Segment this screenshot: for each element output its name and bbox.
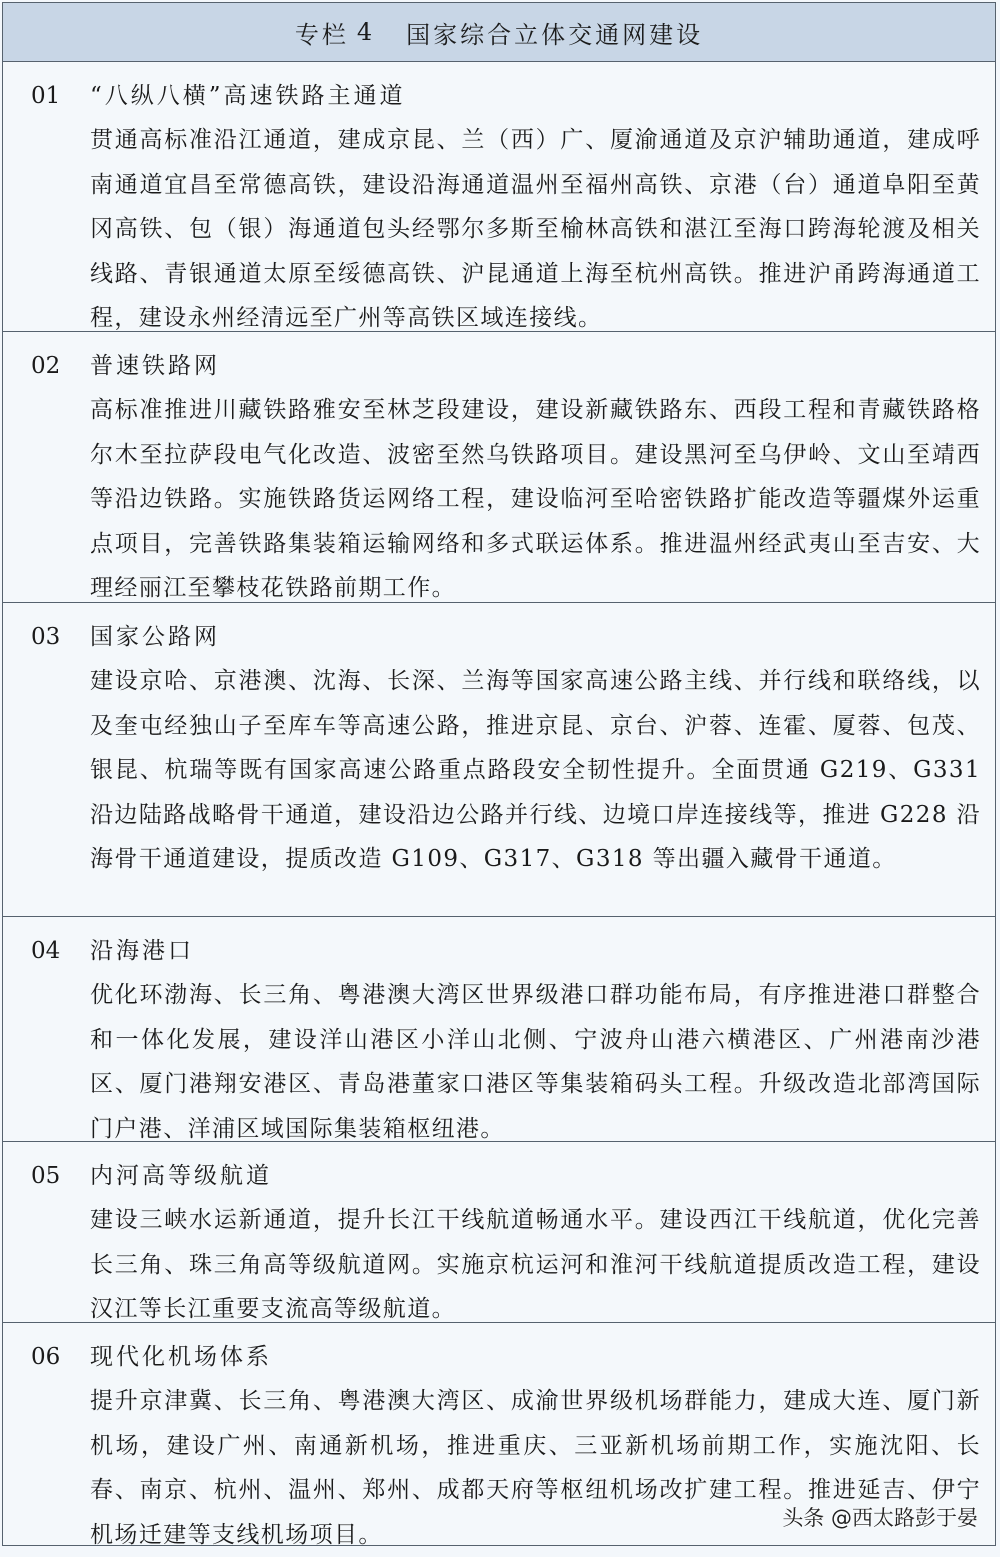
section-number: 01 (31, 83, 61, 109)
section-body: 建设京哈、京港澳、沈海、长深、兰海等国家高速公路主线、并行线和联络线，以及奎屯经独山子至库车等高速公路，推进京昆、京台、沪蓉、连霍、厦蓉、包茂、银昆、杭瑞等既有国家高速公路重点路段安全韧性提升。全面贯通 G219、G331 沿边陆路战略骨干通道，建设沿边公路并行线、边境口岸连接线等，推进 G228 沿海骨干通道建设，提质改造 G109、G317、G318 等出疆入藏骨干通道。 (90, 668, 981, 872)
section-number: 03 (31, 624, 61, 650)
section-number: 06 (31, 1344, 61, 1370)
column-number: 4 (356, 18, 373, 46)
column-label: 专栏 (294, 20, 349, 49)
section-title: 沿海港口 (90, 938, 194, 964)
column-title: 国家综合立体交通网建设 (406, 20, 704, 49)
section-03 (3, 603, 995, 917)
section-04 (3, 917, 995, 1142)
section-body: 贯通高标准沿江通道，建成京昆、兰（西）广、厦渝通道及京沪辅助通道，建成呼南通道宜昌至常德高铁，建设沿海通道温州至福州高铁、京港（台）通道阜阳至黄冈高铁、包（银）海通道包头经鄂尔多斯至榆林高铁和湛江至海口跨海轮渡及相关线路、青银通道太原至绥德高铁、沪昆通道上海至杭州高铁。推进沪甬跨海通道工程，建设永州经清远至广州等高铁区域连接线。 (90, 127, 981, 331)
section-title: 现代化机场体系 (90, 1344, 272, 1370)
watermark: 头条 @西太路彭于晏 (782, 1506, 978, 1530)
policy-column-box (2, 2, 996, 1546)
section-title: “八纵八横”高速铁路主通道 (90, 83, 406, 109)
section-body: 提升京津冀、长三角、粤港澳大湾区、成渝世界级机场群能力，建成大连、厦门新机场，建设广州、南通新机场，推进重庆、三亚新机场前期工作，实施沈阳、长春、南京、杭州、温州、郑州、成都天府等枢纽机场改扩建工程。推进延吉、伊宁机场迁建等支线机场项目。 (90, 1388, 981, 1548)
section-number: 05 (31, 1163, 61, 1189)
section-title: 普速铁路网 (90, 353, 220, 379)
section-05 (3, 1142, 995, 1323)
section-number: 04 (31, 938, 61, 964)
section-body: 高标准推进川藏铁路雅安至林芝段建设，建设新藏铁路东、西段工程和青藏铁路格尔木至拉萨段电气化改造、波密至然乌铁路项目。建设黑河至乌伊岭、文山至靖西等沿边铁路。实施铁路货运网络工程，建设临河至哈密铁路扩能改造等疆煤外运重点项目，完善铁路集装箱运输网络和多式联运体系。推进温州经武夷山至吉安、大理经丽江至攀枝花铁路前期工作。 (90, 397, 981, 601)
section-number: 02 (31, 353, 61, 379)
section-body: 建设三峡水运新通道，提升长江干线航道畅通水平。建设西江干线航道，优化完善长三角、珠三角高等级航道网。实施京杭运河和淮河干线航道提质改造工程，建设汉江等长江重要支流高等级航道。 (90, 1207, 981, 1322)
section-01 (3, 62, 995, 332)
section-title: 国家公路网 (90, 624, 220, 650)
column-header (3, 3, 995, 62)
section-body: 优化环渤海、长三角、粤港澳大湾区世界级港口群功能布局，有序推进港口群整合和一体化发展，建设洋山港区小洋山北侧、宁波舟山港六横港区、广州港南沙港区、厦门港翔安港区、青岛港董家口港区等集装箱码头工程。升级改造北部湾国际门户港、洋浦区域国际集装箱枢纽港。 (90, 982, 981, 1142)
section-title: 内河高等级航道 (90, 1163, 272, 1189)
section-02 (3, 332, 995, 603)
